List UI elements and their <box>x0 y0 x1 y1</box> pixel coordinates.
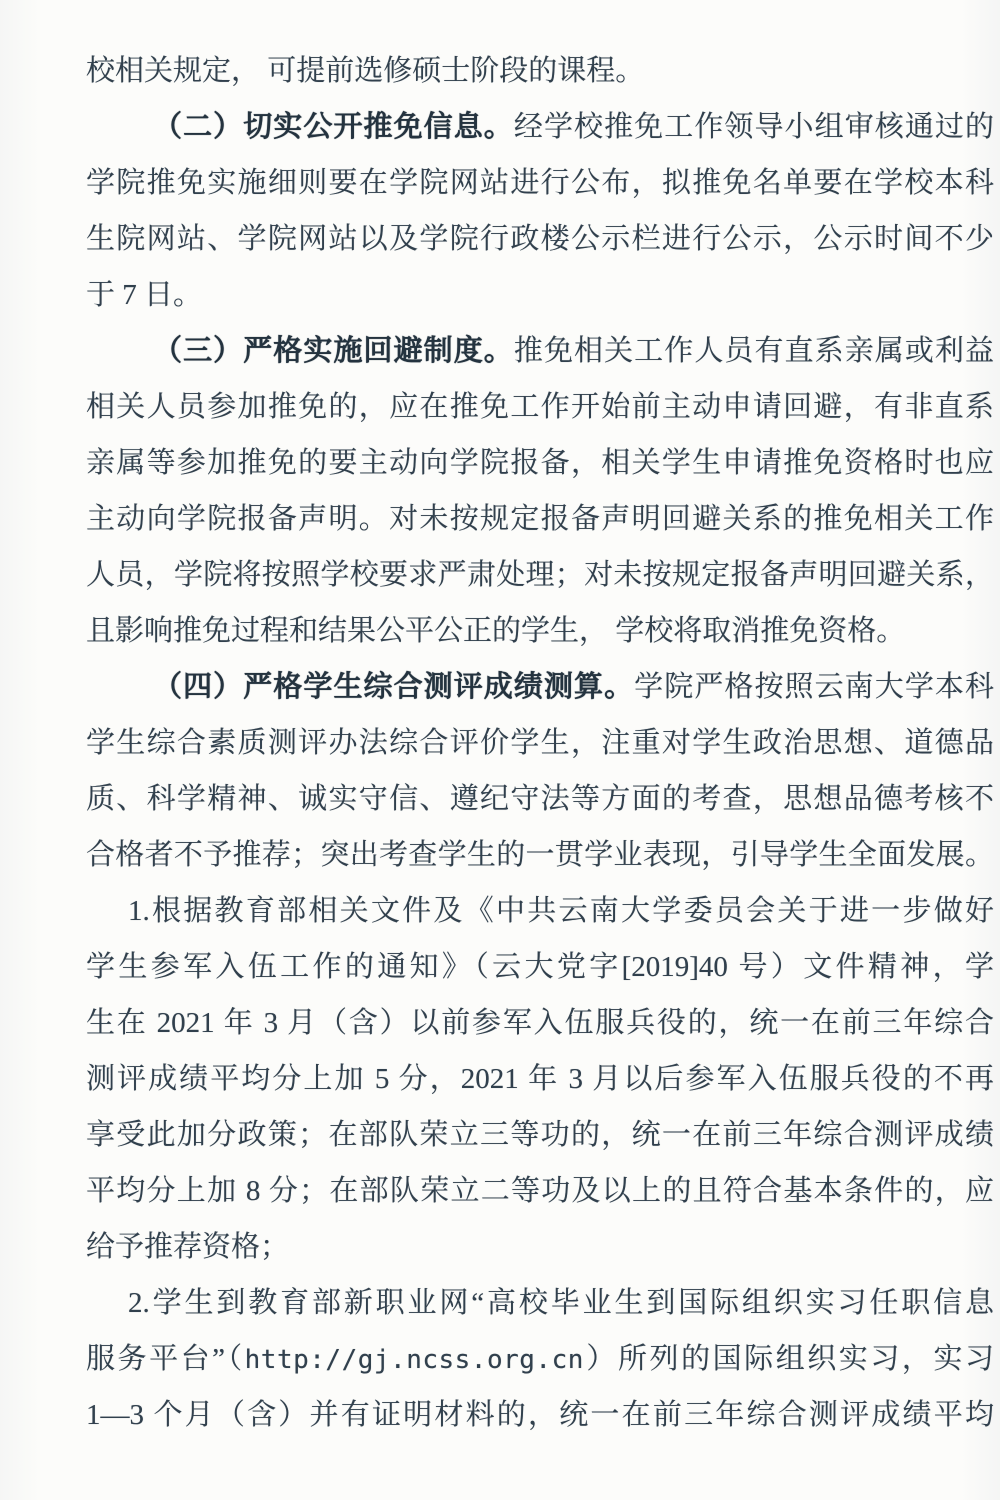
clause-heading: （三）严格实施回避制度。 <box>153 335 514 367</box>
text-segment: 相关人员参加推免的，应在推免工作开始前主动申请回避，有非直系 <box>86 391 994 423</box>
text-segment: 学院推免实施细则要在学院网站进行公布，拟推免名单要在学校本科 <box>86 167 994 199</box>
text-segment: 校相关规定， 可提前选修硕士阶段的课程。 <box>86 55 645 87</box>
text-line <box>86 491 994 547</box>
text-line <box>86 1387 994 1443</box>
text-line <box>86 1051 994 1107</box>
text-segment: 生在 2021 年 3 月（含）以前参军入伍服兵役的，统一在前三年综合 <box>86 1007 994 1039</box>
text-segment: ）所列的国际组织实习，实习 <box>583 1343 994 1375</box>
text-line <box>86 1163 994 1219</box>
text-line <box>86 1219 994 1275</box>
text-segment: 1.根据教育部相关文件及《中共云南大学委员会关于进一步做好 <box>128 895 994 927</box>
text-line <box>86 827 994 883</box>
text-segment: 平均分上加 8 分；在部队荣立二等功及以上的且符合基本条件的，应 <box>86 1175 994 1207</box>
text-segment: 享受此加分政策；在部队荣立三等功的，统一在前三年综合测评成绩 <box>86 1119 994 1151</box>
text-segment: 2.学生到教育部新职业网“高校毕业生到国际组织实习任职信息 <box>128 1287 994 1319</box>
text-line <box>86 211 994 267</box>
text-line <box>86 547 994 603</box>
text-segment: 1—3 个月（含）并有证明材料的，统一在前三年综合测评成绩平均 <box>86 1399 994 1431</box>
text-segment: 学院严格按照云南大学本科 <box>634 671 994 703</box>
text-segment: 合格者不予推荐；突出考查学生的一贯学业表现，引导学生全面发展。 <box>86 839 994 871</box>
text-line <box>86 1331 994 1387</box>
text-segment: 推免相关工作人员有直系亲属或利益 <box>513 335 994 367</box>
url-text: http://gj.ncss.org.cn <box>244 1345 584 1375</box>
text-line <box>86 267 994 323</box>
text-line <box>86 155 994 211</box>
text-line <box>86 883 994 939</box>
text-line <box>86 323 994 379</box>
text-line <box>86 435 994 491</box>
text-segment: 测评成绩平均分上加 5 分，2021 年 3 月以后参军入伍服兵役的不再 <box>86 1063 994 1095</box>
text-segment: 经学校推免工作领导小组审核通过的 <box>513 111 994 143</box>
text-line <box>86 995 994 1051</box>
text-line <box>86 1107 994 1163</box>
text-line <box>86 43 994 99</box>
text-segment: 质、科学精神、诚实守信、遵纪守法等方面的考查，思想品德考核不 <box>86 783 994 815</box>
text-segment: 且影响推免过程和结果公平公正的学生， 学校将取消推免资格。 <box>86 615 906 647</box>
text-segment: 生院网站、学院网站以及学院行政楼公示栏进行公示，公示时间不少 <box>86 223 994 255</box>
text-line <box>86 939 994 995</box>
text-line <box>86 659 994 715</box>
clause-heading: （四）严格学生综合测评成绩测算。 <box>153 671 635 703</box>
text-segment: 学生参军入伍工作的通知》（云大党字[2019]40 号）文件精神，学 <box>86 951 994 983</box>
text-segment: 学生综合素质测评办法综合评价学生，注重对学生政治思想、道德品 <box>86 727 994 759</box>
text-segment: 亲属等参加推免的要主动向学院报备，相关学生申请推免资格时也应 <box>86 447 994 479</box>
clause-heading: （二）切实公开推免信息。 <box>153 111 514 143</box>
text-segment: 给予推荐资格； <box>86 1231 290 1263</box>
text-segment: 主动向学院报备声明。对未按规定报备声明回避关系的推免相关工作 <box>86 503 994 535</box>
text-segment: 人员，学院将按照学校要求严肃处理；对未按规定报备声明回避关系， <box>86 559 994 591</box>
text-line <box>86 379 994 435</box>
text-line <box>86 771 994 827</box>
text-line <box>86 1275 994 1331</box>
text-line <box>86 99 994 155</box>
text-segment: 服务平台”（ <box>86 1343 245 1375</box>
text-line <box>86 715 994 771</box>
text-segment: 于 7 日。 <box>86 279 203 311</box>
text-line <box>86 603 994 659</box>
